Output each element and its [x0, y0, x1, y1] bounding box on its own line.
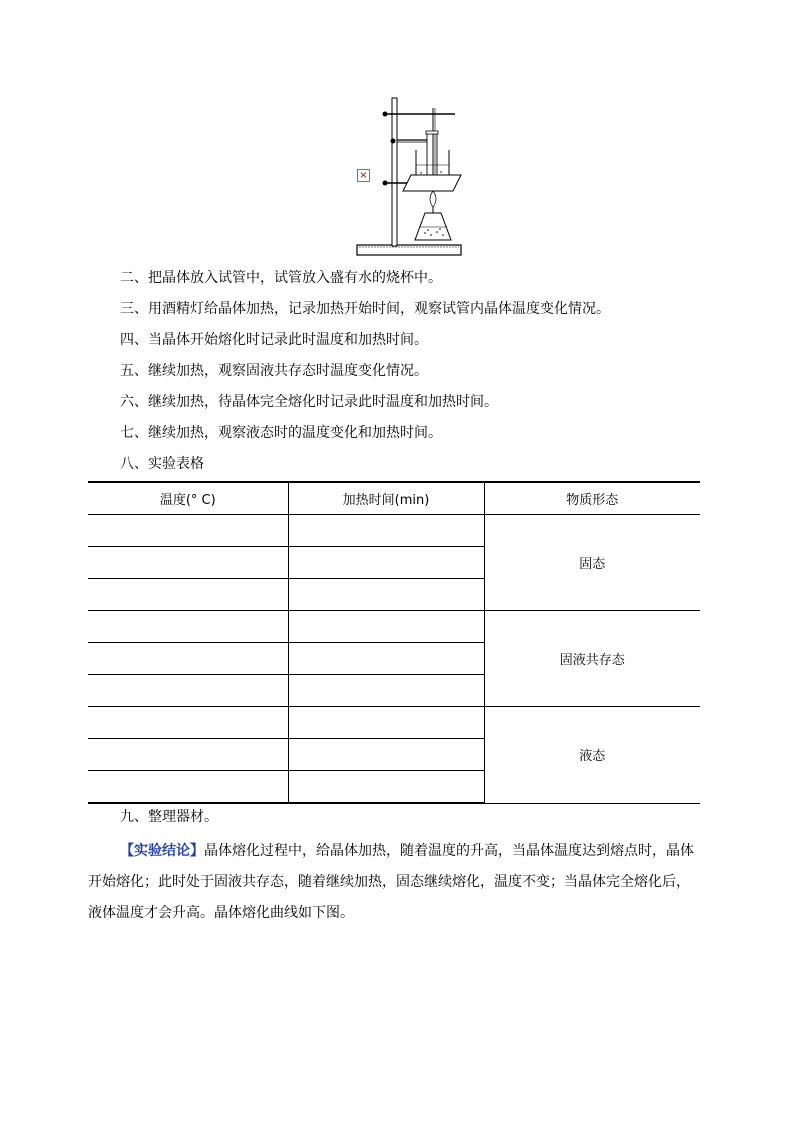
table-cell[interactable]: [88, 707, 288, 739]
header-heating-time: 加热时间(min): [288, 482, 484, 515]
table-cell[interactable]: [88, 675, 288, 707]
step-3: 三、用酒精灯给晶体加热，记录加热开始时间，观察试管内晶体温度变化情况。: [120, 301, 610, 317]
table-header-row: [88, 482, 700, 515]
table-cell[interactable]: [288, 579, 484, 611]
state-liquid: 液态: [484, 707, 700, 804]
step-8: 八、实验表格: [120, 456, 204, 472]
table-cell[interactable]: [88, 771, 288, 804]
table-cell[interactable]: [288, 643, 484, 675]
table-cell[interactable]: [288, 675, 484, 707]
table-row: [88, 707, 700, 739]
experiment-table: [88, 481, 700, 804]
step-5: 五、继续加热，观察固液共存态时温度变化情况。: [120, 363, 428, 379]
table-cell[interactable]: [288, 771, 484, 804]
conclusion-text: 晶体熔化过程中，给晶体加热，随着温度的升高，当晶体温度达到熔点时，晶体开始熔化；此时处于固液共存态，随着继续加热，固态继续熔化，温度不变；当晶体完全熔化后，液体温度才会升高。晶体熔化曲线如下图。: [88, 843, 694, 921]
table-row: [88, 515, 700, 547]
state-solid: 固态: [484, 515, 700, 611]
table-cell[interactable]: [288, 547, 484, 579]
table-cell[interactable]: [288, 515, 484, 547]
step-2: 二、把晶体放入试管中，试管放入盛有水的烧杯中。: [120, 270, 442, 286]
conclusion-tag: 【实验结论】: [120, 843, 204, 859]
table-cell[interactable]: [288, 739, 484, 771]
table-cell[interactable]: [288, 611, 484, 643]
table-cell[interactable]: [88, 515, 288, 547]
step-9: 九、整理器材。: [120, 809, 218, 825]
conclusion-paragraph: [88, 836, 702, 929]
lab-apparatus-figure: [355, 95, 463, 257]
header-state: 物质形态: [484, 482, 700, 515]
table-cell[interactable]: [88, 643, 288, 675]
table-cell[interactable]: [88, 739, 288, 771]
step-4: 四、当晶体开始熔化时记录此时温度和加热时间。: [120, 332, 428, 348]
state-solid-liquid: 固液共存态: [484, 611, 700, 707]
broken-image-icon: ×: [357, 169, 370, 182]
table-cell[interactable]: [88, 611, 288, 643]
header-temperature: 温度(° C): [88, 482, 288, 515]
table-cell[interactable]: [88, 547, 288, 579]
table-cell[interactable]: [88, 579, 288, 611]
step-7: 七、继续加热，观察液态时的温度变化和加热时间。: [120, 425, 442, 441]
table-cell[interactable]: [288, 707, 484, 739]
step-6: 六、继续加热，待晶体完全熔化时记录此时温度和加热时间。: [120, 394, 498, 410]
table-row: [88, 611, 700, 643]
